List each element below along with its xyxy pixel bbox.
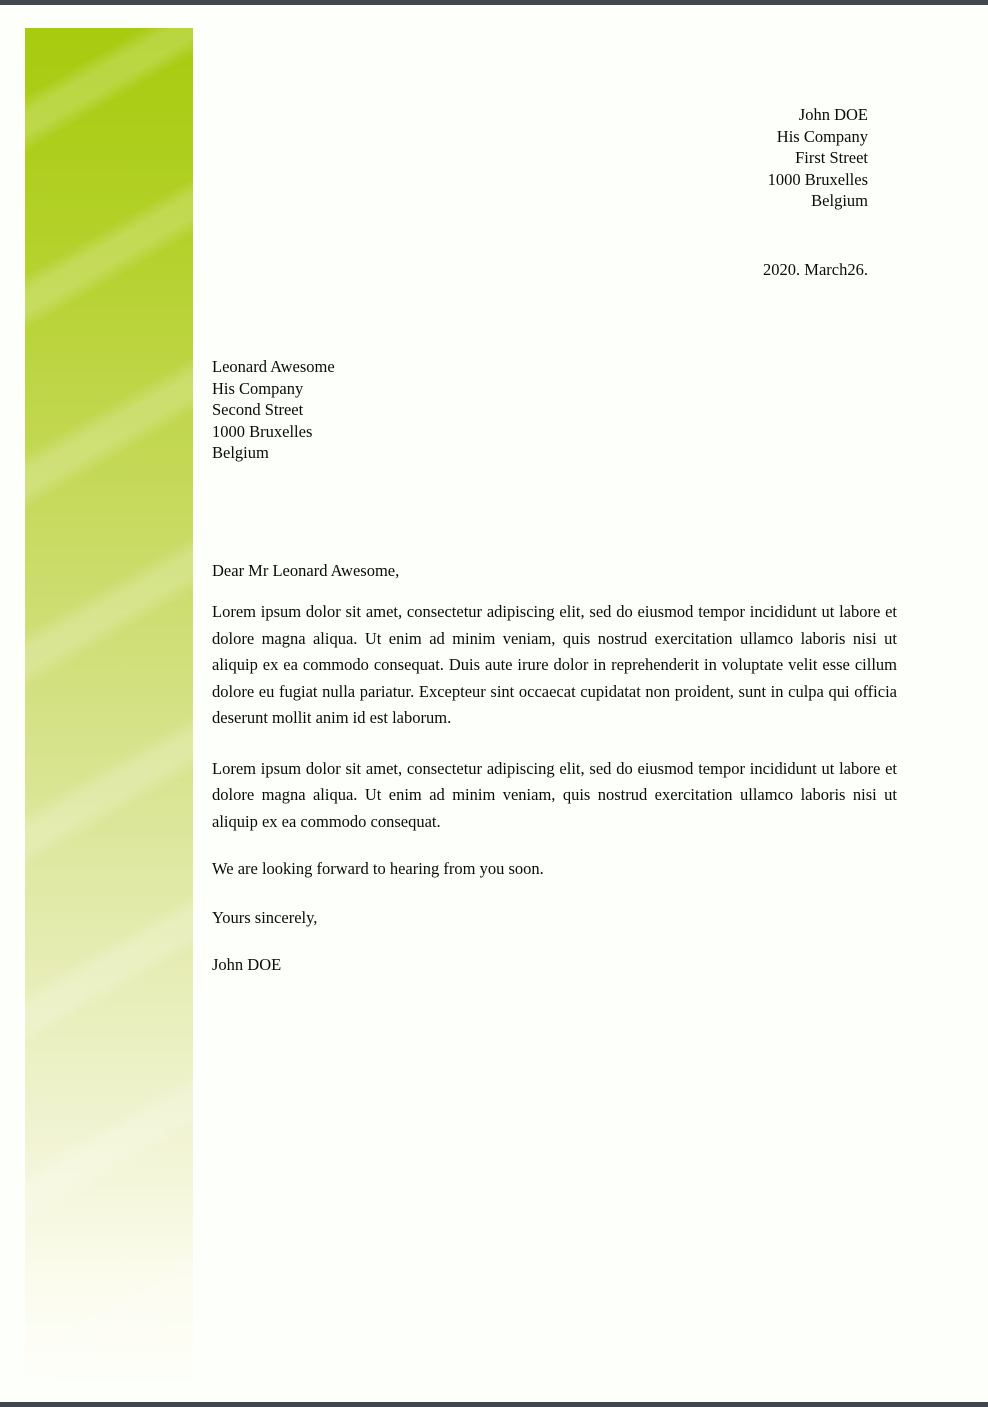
sender-line: First Street [795, 148, 868, 167]
closing-line: We are looking forward to hearing from you soon. [212, 859, 544, 878]
recipient-line: Second Street [212, 400, 304, 419]
body-paragraph-1: Lorem ipsum dolor sit amet, consectetur adipiscing elit, sed do eiusmod tempor incididunt ut labore et dolore magna aliqua. Ut enim ad minim veniam, quis nostrud exercitation ullamco laboris nisi ut aliquip ex ea commodo consequat. Duis aute irure dolor in reprehenderit in voluptate velit esse cillum dolore eu fugiat nulla pariatur. Excepteur sint occaecat cupidatat non proident, sunt in culpa qui officia deserunt mollit anim id est laborum. [212, 602, 897, 727]
signature-name: John DOE [212, 955, 282, 974]
recipient-line: His Company [212, 378, 304, 398]
recipient-line: 1000 Bruxelles [212, 421, 313, 441]
recipient-line: Leonard Awesome [212, 357, 335, 376]
sender-line: 1000 Bruxelles [767, 169, 868, 189]
green-gradient-sidebar [25, 28, 193, 1380]
sender-line: His Company [776, 126, 868, 146]
sender-address-block [212, 0, 868, 212]
body-paragraph-2: Lorem ipsum dolor sit amet, consectetur adipiscing elit, sed do eiusmod tempor incididunt ut labore et dolore magna aliqua. Ut enim ad minim veniam, quis nostrud exercitation ullamco laboris nisi ut aliquip ex ea commodo consequat. [212, 758, 897, 831]
sender-line: Belgium [811, 191, 868, 210]
salutation-line: Dear Mr Leonard Awesome, [212, 560, 400, 580]
valediction-line: Yours sincerely, [212, 907, 318, 927]
date-line: 2020. March26. [763, 259, 868, 279]
sender-line: John DOE [798, 105, 868, 124]
recipient-address-block [212, 356, 897, 464]
letter-content [212, 0, 897, 979]
bottom-border-rule [0, 1402, 988, 1407]
recipient-line: Belgium [212, 443, 269, 462]
